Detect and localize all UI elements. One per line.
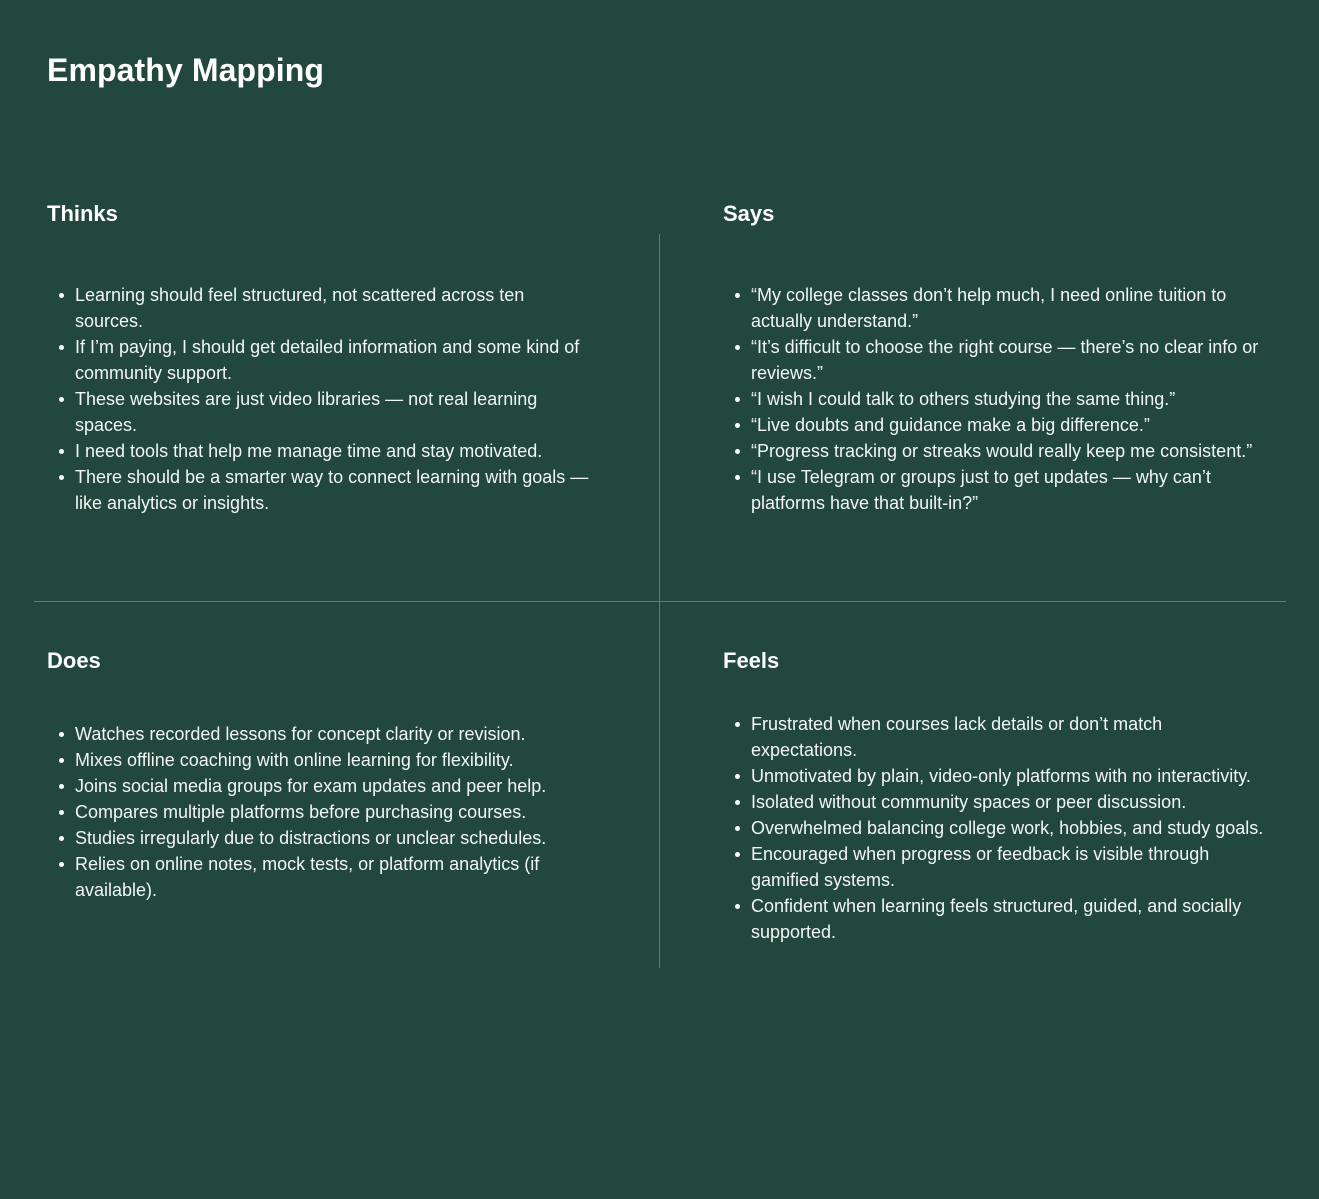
list-item: Confident when learning feels structured, guided, and socially supported. (723, 893, 1268, 945)
list-item: Compares multiple platforms before purchasing courses. (47, 799, 592, 825)
quadrant-title: Does (47, 648, 101, 673)
list-item: Encouraged when progress or feedback is visible through gamified systems. (723, 841, 1268, 893)
list-item: “I wish I could talk to others studying the same thing.” (723, 386, 1268, 412)
quadrant-feels (723, 646, 1268, 945)
quadrant-title: Thinks (47, 201, 118, 226)
list-item: “I use Telegram or groups just to get updates — why can’t platforms have that built-in?” (723, 464, 1268, 516)
quadrant-title: Feels (723, 648, 780, 673)
list-item: Overwhelmed balancing college work, hobbies, and study goals. (723, 815, 1268, 841)
quadrant-list (47, 721, 592, 903)
page-title: Empathy Mapping (47, 52, 325, 88)
quadrant-does (47, 646, 592, 903)
quadrant-says (723, 199, 1268, 516)
list-item: Learning should feel structured, not scattered across ten sources. (47, 282, 592, 334)
quadrant-list (723, 711, 1268, 945)
list-item: I need tools that help me manage time and stay motivated. (47, 438, 592, 464)
quadrant-list (723, 282, 1268, 516)
list-item: If I’m paying, I should get detailed information and some kind of community support. (47, 334, 592, 386)
list-item: “It’s difficult to choose the right course — there’s no clear info or reviews.” (723, 334, 1268, 386)
list-item: These websites are just video libraries — not real learning spaces. (47, 386, 592, 438)
list-item: “Live doubts and guidance make a big difference.” (723, 412, 1268, 438)
list-item: Joins social media groups for exam updates and peer help. (47, 773, 592, 799)
quadrant-list (47, 282, 592, 516)
list-item: Studies irregularly due to distractions or unclear schedules. (47, 825, 592, 851)
list-item: Isolated without community spaces or peer discussion. (723, 789, 1268, 815)
list-item: There should be a smarter way to connect learning with goals — like analytics or insights. (47, 464, 592, 516)
horizontal-divider (34, 601, 1286, 602)
list-item: Mixes offline coaching with online learning for flexibility. (47, 747, 592, 773)
quadrant-title: Says (723, 201, 775, 226)
list-item: Relies on online notes, mock tests, or platform analytics (if available). (47, 851, 592, 903)
list-item: “Progress tracking or streaks would really keep me consistent.” (723, 438, 1268, 464)
quadrant-thinks (47, 199, 592, 516)
list-item: Watches recorded lessons for concept clarity or revision. (47, 721, 592, 747)
list-item: “My college classes don’t help much, I need online tuition to actually understand.” (723, 282, 1268, 334)
list-item: Frustrated when courses lack details or don’t match expectations. (723, 711, 1268, 763)
list-item: Unmotivated by plain, video-only platforms with no interactivity. (723, 763, 1268, 789)
